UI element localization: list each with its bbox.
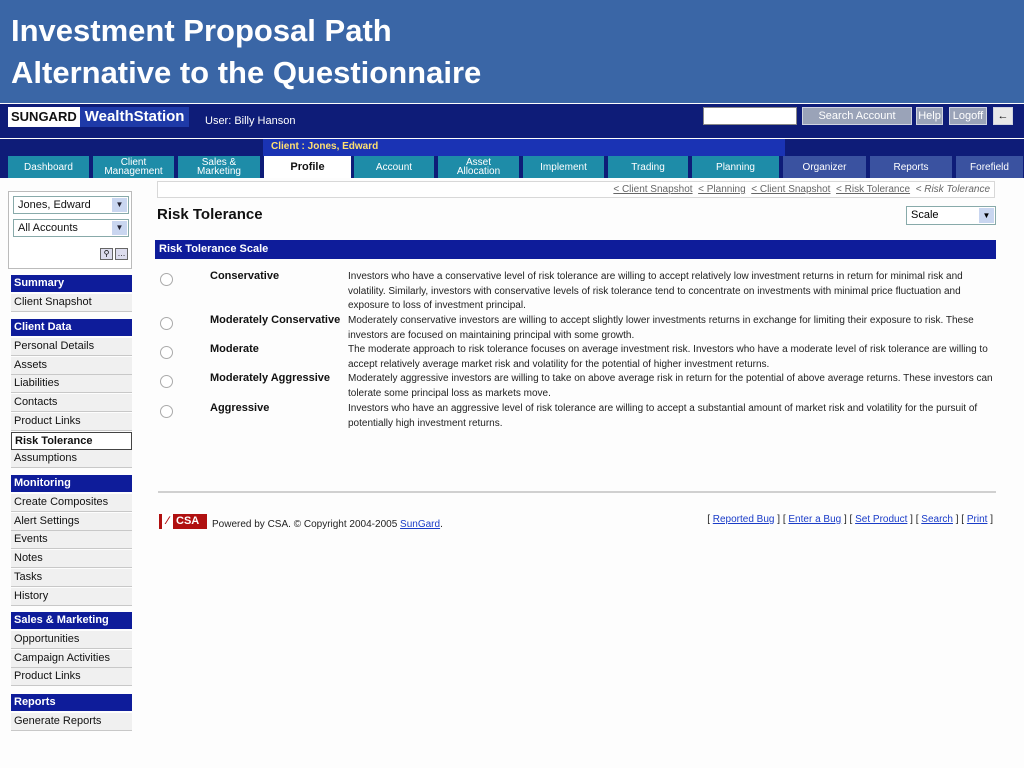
sidebar-item-generate-reports[interactable]: Generate Reports: [11, 713, 132, 731]
powered-suffix: .: [440, 519, 443, 530]
nav-tab-profile[interactable]: Profile: [264, 156, 352, 178]
risk-level-radio[interactable]: [160, 346, 173, 359]
view-select[interactable]: [906, 206, 996, 225]
sidebar-item-opportunities[interactable]: Opportunities: [11, 631, 132, 649]
sidebar-item-assumptions[interactable]: Assumptions: [11, 450, 132, 468]
sidebar-item-client-snapshot[interactable]: Client Snapshot: [11, 294, 132, 312]
risk-level-radio[interactable]: [160, 317, 173, 330]
breadcrumb-link[interactable]: < Client Snapshot: [751, 184, 831, 195]
risk-level-label: Aggressive: [210, 402, 270, 414]
sidebar-section-monitoring: Monitoring: [11, 475, 132, 492]
sidebar-item-product-links[interactable]: Product Links: [11, 668, 132, 686]
page-title: Risk Tolerance: [157, 206, 263, 223]
client-select[interactable]: [13, 196, 129, 214]
nav-tab-planning[interactable]: Planning: [692, 156, 780, 178]
chevron-down-icon: ▼: [112, 198, 127, 212]
sidebar-item-alert-settings[interactable]: Alert Settings: [11, 513, 132, 531]
set-product-link[interactable]: Set Product: [855, 514, 908, 525]
more-icon[interactable]: …: [115, 248, 128, 260]
sidebar-item-contacts[interactable]: Contacts: [11, 394, 132, 412]
breadcrumb-current: < Risk Tolerance: [915, 184, 990, 195]
sidebar-item-history[interactable]: History: [11, 588, 132, 606]
csa-mark-icon: ∕: [162, 514, 173, 529]
sidebar-item-risk-tolerance[interactable]: Risk Tolerance: [11, 432, 132, 450]
nav-tab-trading[interactable]: Trading: [608, 156, 689, 178]
sidebar-item-create-composites[interactable]: Create Composites: [11, 494, 132, 512]
footer-links: [ Reported Bug ] [ Enter a Bug ] [ Set Product ] [ Search ] [ Print ]: [707, 514, 993, 525]
sidebar-item-assets[interactable]: Assets: [11, 357, 132, 375]
risk-level-description: Moderately aggressive investors are willing to take on above average risk in return for the potential of above average returns. These investors can tolerate some principal loss as markets move.: [348, 373, 993, 399]
sungard-logo: [8, 107, 189, 127]
section-header: Risk Tolerance Scale: [155, 240, 996, 259]
copyright-text: [212, 519, 443, 530]
sidebar-tools: [100, 248, 130, 262]
reported-bug-link[interactable]: Reported Bug: [712, 514, 775, 525]
risk-level-label: Moderately Aggressive: [210, 372, 331, 384]
help-button[interactable]: Help: [916, 107, 943, 125]
csa-logo-text: CSA: [176, 515, 200, 527]
nav-tab-organizer[interactable]: Organizer: [783, 156, 867, 178]
search-account-button[interactable]: Search Account: [802, 107, 912, 125]
nav-tab-account[interactable]: Account: [354, 156, 435, 178]
sidebar-item-liabilities[interactable]: Liabilities: [11, 375, 132, 393]
sidebar-item-campaign-activities[interactable]: Campaign Activities: [11, 650, 132, 668]
view-select-value: Scale: [911, 209, 939, 221]
sidebar-item-events[interactable]: Events: [11, 531, 132, 549]
risk-level-description: Investors who have an aggressive level of risk tolerance are willing to accept a substantial amount of market risk and volatility for the pursuit of potentially high investment returns.: [348, 403, 978, 429]
app-top-bar: [0, 104, 1024, 138]
powered-prefix: Powered by CSA. © Copyright 2004-2005: [212, 519, 401, 530]
slide-title-line2: Alternative to the Questionnaire: [11, 55, 482, 90]
risk-level-description: Investors who have a conservative level of risk tolerance are willing to accept relatively low investment returns in return for minimal risk and volatility. Similarly, investors with conservative levels of risk tolerance tend to concentrate on investments with minimal price fluctuation and exposure to loss of investment principal.: [348, 271, 963, 311]
account-select-value: All Accounts: [18, 222, 78, 234]
sidebar-item-product-links[interactable]: Product Links: [11, 413, 132, 431]
logo-product-text: WealthStation: [80, 107, 190, 127]
nav-tab-asset-allocation[interactable]: Asset Allocation: [438, 156, 520, 178]
print-link[interactable]: Print: [966, 514, 988, 525]
account-select[interactable]: [13, 219, 129, 237]
risk-level-radio[interactable]: [160, 375, 173, 388]
risk-level-label: Conservative: [210, 270, 280, 282]
sidebar-section-reports: Reports: [11, 694, 132, 711]
sidebar-item-tasks[interactable]: Tasks: [11, 569, 132, 587]
csa-logo: [159, 514, 207, 529]
nav-tab-sales-marketing[interactable]: Sales & Marketing: [178, 156, 261, 178]
risk-level-label: Moderately Conservative: [210, 314, 341, 326]
risk-level-radio[interactable]: [160, 273, 173, 286]
user-label: User: Billy Hanson: [205, 115, 296, 127]
risk-level-label: Moderate: [210, 343, 259, 355]
breadcrumb-link[interactable]: < Client Snapshot: [613, 184, 693, 195]
nav-tab-client-management[interactable]: Client Management: [93, 156, 175, 178]
enter-bug-link[interactable]: Enter a Bug: [788, 514, 842, 525]
sidebar-item-notes[interactable]: Notes: [11, 550, 132, 568]
sidebar-section-client-data: Client Data: [11, 319, 132, 336]
nav-tab-dashboard[interactable]: Dashboard: [8, 156, 90, 178]
exit-icon[interactable]: ←: [993, 107, 1013, 125]
footer-divider: [158, 491, 996, 493]
search-link[interactable]: Search: [921, 514, 953, 525]
chevron-down-icon: ▼: [112, 221, 127, 235]
sungard-link[interactable]: SunGard: [400, 519, 441, 530]
logoff-button[interactable]: Logoff: [949, 107, 987, 125]
lookup-icon[interactable]: ⚲: [100, 248, 113, 260]
breadcrumb-link[interactable]: < Planning: [698, 184, 746, 195]
risk-level-description: The moderate approach to risk tolerance focuses on average investment risk. Investors who have a moderate level of risk tolerance are willing to accept relatively average market risk and volatility for the potential of higher investment returns.: [348, 344, 988, 370]
slide-title-line1: Investment Proposal Path: [11, 13, 392, 48]
chevron-down-icon: ▼: [979, 208, 994, 223]
breadcrumb: [157, 181, 995, 198]
sidebar-item-personal-details[interactable]: Personal Details: [11, 338, 132, 356]
slide-header: [0, 0, 1024, 103]
nav-tab-forefield[interactable]: Forefield: [956, 156, 1024, 178]
client-select-value: Jones, Edward: [18, 199, 91, 211]
logo-sungard-text: SUNGARD: [8, 107, 80, 127]
risk-level-radio[interactable]: [160, 405, 173, 418]
sidebar-section-summary: Summary: [11, 275, 132, 292]
sidebar-section-sales-marketing: Sales & Marketing: [11, 612, 132, 629]
client-label: Client : Jones, Edward: [263, 139, 785, 156]
nav-tab-reports[interactable]: Reports: [870, 156, 953, 178]
search-input[interactable]: [703, 107, 797, 125]
breadcrumb-link[interactable]: < Risk Tolerance: [836, 184, 911, 195]
nav-tab-implement[interactable]: Implement: [523, 156, 605, 178]
risk-level-description: Moderately conservative investors are willing to accept slightly lower investments returns in exchange for limiting their exposure to risk. These investors are focused on maintaining principal with some growth.: [348, 315, 974, 341]
